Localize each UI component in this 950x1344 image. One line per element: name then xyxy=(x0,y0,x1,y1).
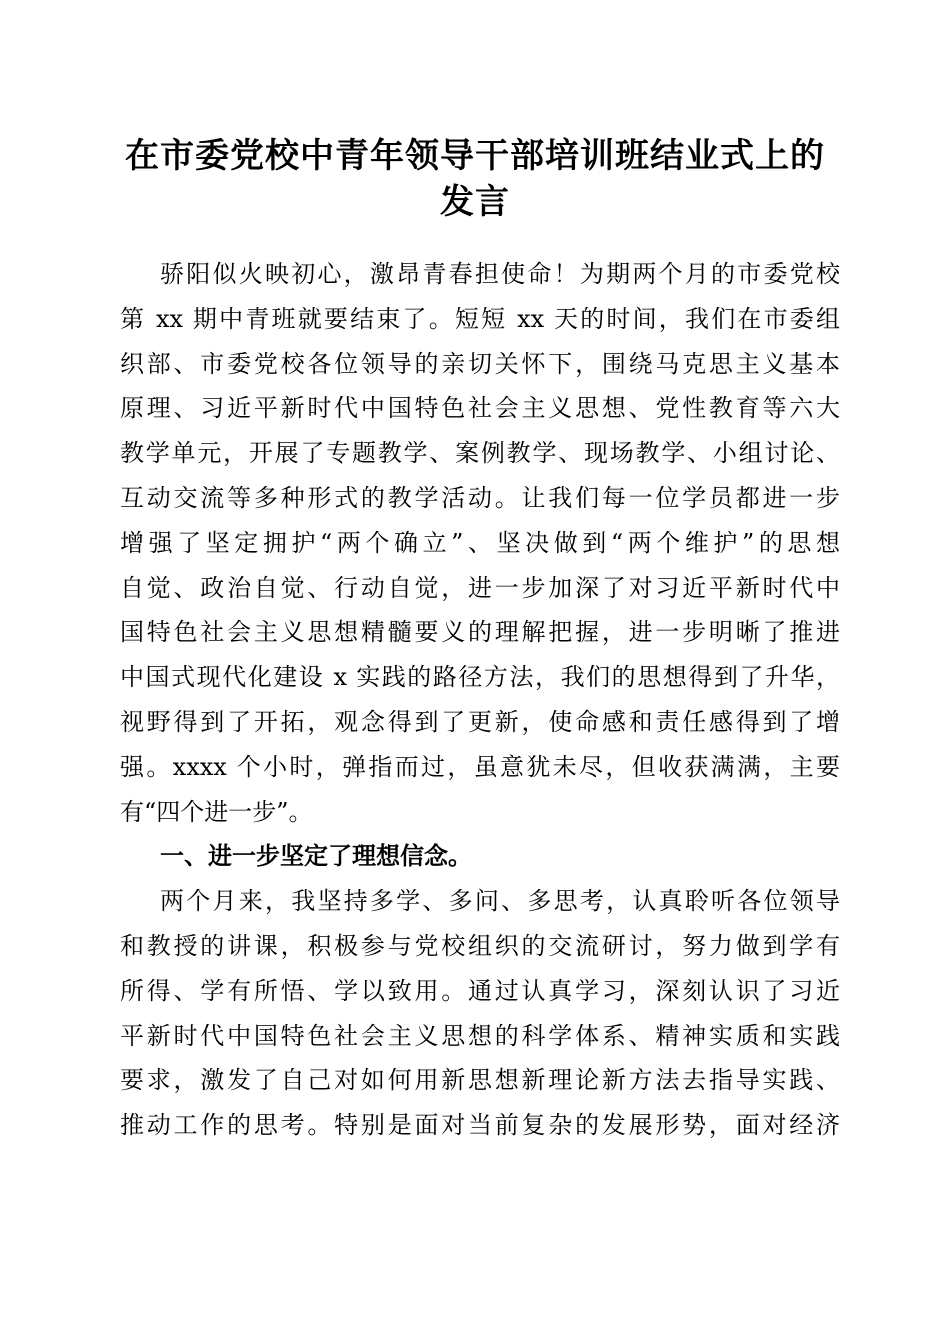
paragraph-line: 中国式现代化建设 x 实践的路径方法，我们的思想得到了升华， xyxy=(120,663,840,692)
paragraph-line: 平新时代中国特色社会主义思想的科学体系、精神实质和实践 xyxy=(120,1021,840,1050)
paragraph-line: 教学单元，开展了专题教学、案例教学、现场教学、小组讨论、 xyxy=(120,439,840,468)
title-line: 在市委党校中青年领导干部培训班结业式上的 xyxy=(125,136,825,176)
paragraph-line: 要求，激发了自己对如何用新思想新理论新方法去指导实践、 xyxy=(120,1066,840,1095)
paragraph-line: 互动交流等多种形式的教学活动。让我们每一位学员都进一步 xyxy=(120,483,840,512)
section-heading: 一、进一步坚定了理想信念。 xyxy=(160,842,472,871)
paragraph-line: 第 xx 期中青班就要结束了。短短 xx 天的时间，我们在市委组 xyxy=(120,304,840,333)
paragraph-line: 增强了坚定拥护“两个确立”、坚决做到“两个维护”的思想 xyxy=(120,528,840,557)
paragraph-line: 原理、习近平新时代中国特色社会主义思想、党性教育等六大 xyxy=(120,394,840,423)
paragraph-section1 xyxy=(120,879,840,1148)
paragraph-line: 国特色社会主义思想精髓要义的理解把握，进一步明晰了推进 xyxy=(120,618,840,647)
paragraph-line: 骄阳似火映初心，激昂青春担使命！为期两个月的市委党校 xyxy=(160,260,840,288)
paragraph-line: 两个月来，我坚持多学、多问、多思考，认真聆听各位领导 xyxy=(160,887,840,916)
paragraph-line: 强。xxxx 个小时，弹指而过，虽意犹未尽，但收获满满，主要 xyxy=(120,752,840,781)
title-line: 发言 xyxy=(440,182,510,222)
document-title xyxy=(100,133,850,225)
paragraph-line: 推动工作的思考。特别是面对当前复杂的发展形势，面对经济 xyxy=(120,1111,840,1140)
paragraph-intro xyxy=(120,252,840,834)
paragraph-line: 和教授的讲课，积极参与党校组织的交流研讨，努力做到学有 xyxy=(120,931,840,960)
paragraph-line: 有“四个进一步”。 xyxy=(120,797,313,826)
paragraph-line: 视野得到了开拓，观念得到了更新，使命感和责任感得到了增 xyxy=(120,707,840,736)
paragraph-line: 织部、市委党校各位领导的亲切关怀下，围绕马克思主义基本 xyxy=(120,349,840,378)
paragraph-line: 所得、学有所悟、学以致用。通过认真学习，深刻认识了习近 xyxy=(120,976,840,1005)
paragraph-line: 自觉、政治自觉、行动自觉，进一步加深了对习近平新时代中 xyxy=(120,573,840,602)
document-body xyxy=(120,252,840,1148)
